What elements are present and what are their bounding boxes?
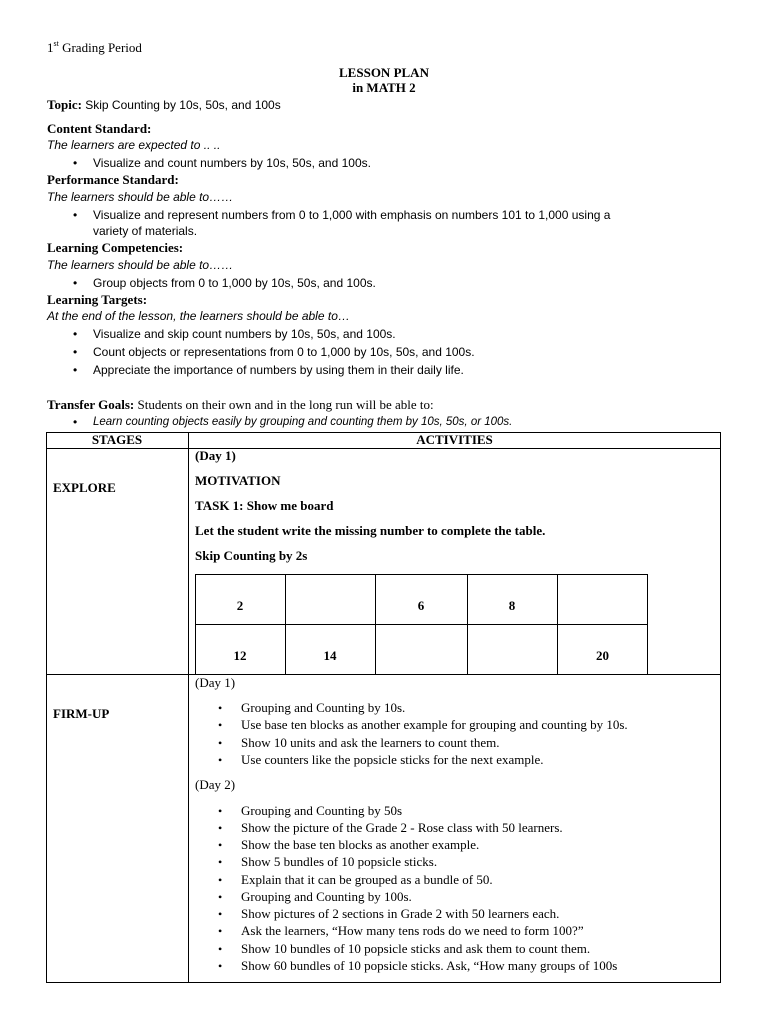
- firmup-day1-item: Grouping and Counting by 10s.: [241, 700, 406, 715]
- bullet-icon: •: [73, 327, 78, 341]
- learning-competencies-bullet: Group objects from 0 to 1,000 by 10s, 50s, and 100s.: [93, 276, 376, 290]
- bullet-icon: •: [218, 753, 223, 767]
- table-header-divider: [46, 448, 721, 449]
- grid-cell: 6: [417, 598, 425, 613]
- topic-label: Topic:: [47, 97, 82, 112]
- grid-cell: 2: [236, 598, 244, 613]
- learning-target-item: Count objects or representations from 0 to 1,000 by 10s, 50s, and 100s.: [93, 345, 475, 359]
- explore-subtitle: Skip Counting by 2s: [195, 548, 308, 563]
- bullet-icon: •: [73, 276, 78, 290]
- bullet-icon: •: [218, 804, 223, 818]
- grid-col-divider: [467, 574, 468, 675]
- bullet-icon: •: [218, 736, 223, 750]
- bullet-icon: •: [218, 907, 223, 921]
- learning-target-item: Visualize and skip count numbers by 10s, 50s, and 100s.: [93, 327, 396, 341]
- bullet-icon: •: [218, 838, 223, 852]
- bullet-icon: •: [73, 208, 78, 222]
- firmup-day2-item: Show 5 bundles of 10 popsicle sticks.: [241, 854, 438, 869]
- title-line1: LESSON PLAN: [339, 65, 429, 80]
- grid-col-divider: [375, 574, 376, 675]
- stage-firm-up: FIRM-UP: [53, 706, 110, 721]
- table-column-divider: [188, 432, 189, 983]
- bullet-icon: •: [218, 701, 223, 715]
- firmup-day2-item: Show the base ten blocks as another example.: [241, 837, 480, 852]
- firmup-day2-item: Show pictures of 2 sections in Grade 2 with 50 learners each.: [241, 906, 560, 921]
- grid-cell: 12: [233, 648, 247, 663]
- topic: [47, 97, 281, 113]
- content-standard-bullet: Visualize and count numbers by 10s, 50s, and 100s.: [93, 156, 371, 170]
- bullet-icon: •: [218, 873, 223, 887]
- performance-standard-intro: The learners should be able to……: [47, 190, 234, 204]
- firmup-day2-item: Grouping and Counting by 100s.: [241, 889, 412, 904]
- firmup-day2: (Day 2): [195, 777, 236, 792]
- stage-explore: EXPLORE: [53, 480, 116, 495]
- bullet-icon: •: [73, 415, 78, 429]
- bullet-icon: •: [218, 942, 223, 956]
- learning-targets-label: Learning Targets:: [47, 292, 148, 307]
- grading-text: Grading Period: [58, 40, 142, 55]
- bullet-icon: •: [218, 890, 223, 904]
- transfer-goals: [47, 397, 434, 413]
- performance-standard-bullet-line1: Visualize and represent numbers from 0 to 1,000 with emphasis on numbers 101 to 1,000 using a: [93, 208, 611, 222]
- transfer-goals-label: Transfer Goals:: [47, 397, 135, 412]
- firmup-day2-item: Show 60 bundles of 10 popsicle sticks. Ask, “How many groups of 100s: [241, 958, 618, 973]
- firmup-day2-item: Show 10 bundles of 10 popsicle sticks and ask them to count them.: [241, 941, 591, 956]
- firmup-day2-item: Explain that it can be grouped as a bundle of 50.: [241, 872, 493, 887]
- learning-competencies-intro: The learners should be able to……: [47, 258, 234, 272]
- firmup-day1-item: Use counters like the popsicle sticks for the next example.: [241, 752, 544, 767]
- col-stages-header: STAGES: [91, 432, 143, 447]
- learning-targets-intro: At the end of the lesson, the learners should be able to…: [47, 309, 350, 323]
- bullet-icon: •: [218, 718, 223, 732]
- grading-period: [47, 40, 142, 56]
- grid-cell: 14: [323, 648, 337, 663]
- firmup-day2-item: Ask the learners, “How many tens rods do we need to form 100?”: [241, 923, 584, 938]
- grid-cell: 8: [508, 598, 516, 613]
- explore-day: (Day 1): [195, 448, 236, 463]
- bullet-icon: •: [218, 924, 223, 938]
- firmup-day2-item: Grouping and Counting by 50s: [241, 803, 403, 818]
- bullet-icon: •: [218, 821, 223, 835]
- performance-standard-label: Performance Standard:: [47, 172, 179, 187]
- firmup-day2-item: Show the picture of the Grade 2 - Rose class with 50 learners.: [241, 820, 563, 835]
- transfer-goals-bullet: Learn counting objects easily by grouping and counting them by 10s, 50s, or 100s.: [93, 416, 513, 428]
- explore-instruction: Let the student write the missing number to complete the table.: [195, 523, 546, 538]
- firmup-day1: (Day 1): [195, 675, 236, 690]
- bullet-icon: •: [218, 959, 223, 973]
- content-standard-intro: The learners are expected to .. ..: [47, 138, 221, 152]
- performance-standard-bullet-line2: variety of materials.: [93, 224, 198, 238]
- learning-target-item: Appreciate the importance of numbers by using them in their daily life.: [93, 363, 464, 377]
- bullet-icon: •: [73, 363, 78, 377]
- firmup-day1-item: Use base ten blocks as another example for grouping and counting by 10s.: [241, 717, 628, 732]
- grading-number: 1: [47, 40, 54, 55]
- content-standard-label: Content Standard:: [47, 121, 152, 136]
- col-activities-header: ACTIVITIES: [416, 432, 493, 447]
- learning-competencies-label: Learning Competencies:: [47, 240, 184, 255]
- transfer-goals-text: Students on their own and in the long run will be able to:: [134, 397, 434, 412]
- title-line2: in MATH 2: [352, 80, 416, 95]
- explore-motivation: MOTIVATION: [195, 473, 281, 488]
- grid-cell: 20: [596, 648, 609, 663]
- bullet-icon: •: [218, 855, 223, 869]
- bullet-icon: •: [73, 345, 78, 359]
- bullet-icon: •: [73, 156, 78, 170]
- grading-superscript: st: [53, 39, 59, 48]
- grid-row-divider: [195, 624, 648, 625]
- explore-task: TASK 1: Show me board: [195, 498, 334, 513]
- topic-value: Skip Counting by 10s, 50s, and 100s: [81, 98, 281, 112]
- firmup-day1-item: Show 10 units and ask the learners to count them.: [241, 735, 500, 750]
